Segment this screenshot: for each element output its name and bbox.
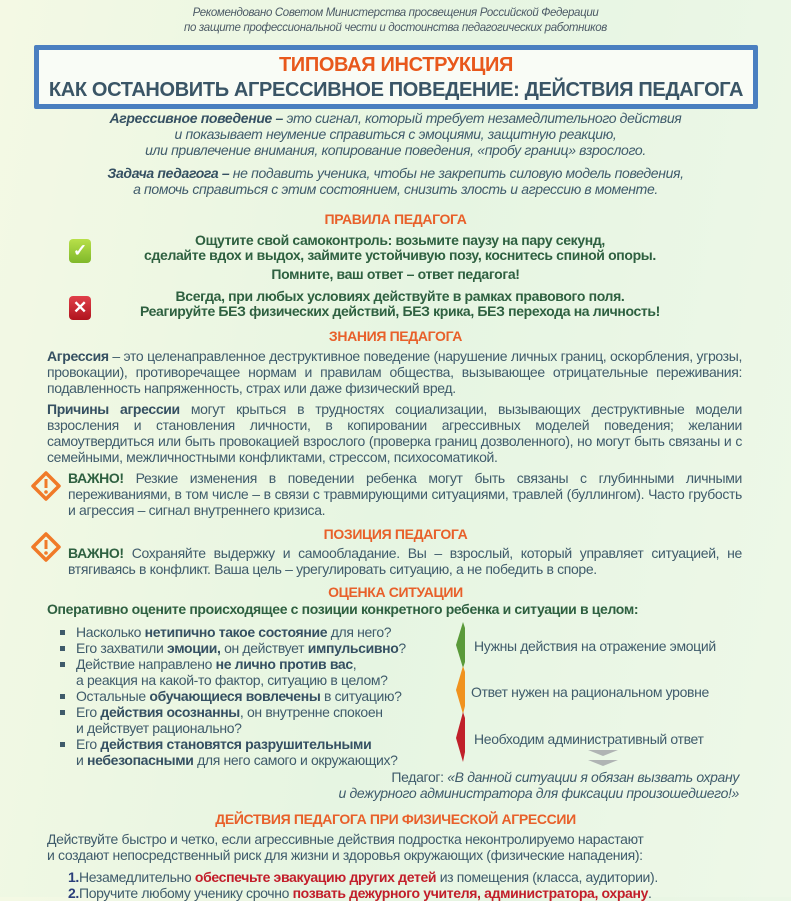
text: и показывает неумение справиться с эмоциями, защитную реакцию, bbox=[174, 126, 617, 142]
text: Реагируйте БЕЗ физических действий, БЕЗ крика, БЕЗ перехода на личность! bbox=[139, 303, 660, 319]
title-box bbox=[34, 45, 758, 109]
text: Незамедлительно bbox=[78, 869, 195, 885]
red-arrow-icon bbox=[456, 712, 465, 762]
term: Задача педагога – bbox=[107, 165, 230, 181]
page-title: КАК ОСТАНОВИТЬ АГРЕССИВНОЕ ПОВЕДЕНИЕ: ДЕЙСТВИЯ ПЕДАГОГА bbox=[48, 79, 744, 101]
text: Действие направлено bbox=[76, 656, 216, 672]
recommendation-line: по защите профессиональной чести и достоинства педагогических работников bbox=[184, 22, 607, 34]
assessment-item bbox=[52, 624, 452, 640]
rules-heading: ПРАВИЛА ПЕДАГОГА bbox=[324, 211, 467, 227]
response-rational: Ответ нужен на рациональном уровне bbox=[471, 684, 709, 700]
emphasis: не лично против вас bbox=[215, 656, 353, 672]
text: и создают непосредственный риск для жизни и здоровья окружающих (физические нападения): bbox=[47, 847, 643, 863]
text: для него? bbox=[327, 624, 392, 640]
step-number: 2. bbox=[68, 885, 79, 901]
rule-remember: Помните, ваш ответ – ответ педагога! bbox=[271, 266, 520, 282]
text: Сохраняйте выдержку и самообладание. Вы – взрослый, который управляет ситуацией, не втягиваясь в конфликт. Ваша цель – урегулировать ситуацию, а не победить в споре. bbox=[68, 545, 742, 577]
response-administrative: Необходим административный ответ bbox=[474, 731, 704, 747]
cross-icon: ✕ bbox=[69, 296, 91, 320]
text: Насколько bbox=[76, 624, 145, 640]
bullet-icon bbox=[60, 694, 65, 699]
step bbox=[68, 869, 658, 885]
quote-text: «В данной ситуации я обязан вызвать охрану bbox=[447, 769, 739, 785]
assessment-item bbox=[52, 736, 452, 768]
text: . bbox=[648, 885, 652, 901]
warning-icon bbox=[31, 532, 61, 562]
text: Его bbox=[76, 704, 101, 720]
term: Агрессия bbox=[47, 348, 109, 364]
important-label: ВАЖНО! bbox=[68, 545, 124, 561]
text: , а реакция на какой-то фактор, ситуацию в целом? bbox=[76, 656, 388, 688]
emphasis: действия становятся разрушительными bbox=[100, 736, 372, 752]
knowledge-important bbox=[68, 470, 742, 518]
text: или привлечение внимания, копирование поведения, «пробу границ» взрослого. bbox=[145, 142, 646, 158]
text: могут крыться в трудностях социализации, вызывающих деструктивные модели взросления и становления личности, в копировании агрессивных моделей поведения; желании самоутвердиться или быть провокацией взрослого (проверка границ дозволенного), но могут быть связаны и с семейными, межличностными конфликтами, стрессом, психосоматикой. bbox=[47, 401, 743, 465]
assessment-item bbox=[52, 704, 452, 736]
text: Его захватили bbox=[76, 640, 167, 656]
rule-dont bbox=[100, 289, 700, 319]
emphasis: действия осознанны bbox=[100, 704, 240, 720]
text: для него самого и окружающих? bbox=[193, 752, 398, 768]
teacher-quote bbox=[338, 769, 739, 801]
recommendation-line: Рекомендовано Советом Министерства просвещения Российской Федерации bbox=[192, 7, 599, 19]
assessment-lead: Оперативно оцените происходящее с позиции конкретного ребенка и ситуации в целом: bbox=[47, 601, 639, 617]
physical-heading: ДЕЙСТВИЯ ПЕДАГОГА ПРИ ФИЗИЧЕСКОЙ АГРЕССИИ bbox=[215, 811, 576, 827]
text: Его bbox=[76, 736, 101, 752]
recommendation-note bbox=[0, 6, 791, 36]
intro-task bbox=[0, 165, 791, 197]
quote-label: Педагог: bbox=[391, 769, 448, 785]
position-heading: ПОЗИЦИЯ ПЕДАГОГА bbox=[323, 526, 468, 542]
text: не подавить ученика, чтобы не закрепить силовую модель поведения, bbox=[229, 165, 684, 181]
green-arrow-icon bbox=[456, 622, 465, 668]
text: Всегда, при любых условиях действуйте в рамках правового поля. bbox=[175, 288, 625, 304]
knowledge-heading: ЗНАНИЯ ПЕДАГОГА bbox=[328, 328, 463, 344]
position-important bbox=[68, 545, 742, 577]
warning-icon bbox=[31, 471, 61, 501]
text: Остальные bbox=[76, 688, 150, 704]
emphasis: импульсивно bbox=[307, 640, 399, 656]
step bbox=[68, 885, 658, 901]
text: и bbox=[76, 752, 84, 768]
text: Поручите любому ученику срочно bbox=[78, 885, 293, 901]
text: , он внутренне спокоен и действует рационально? bbox=[76, 704, 383, 736]
bullet-icon bbox=[60, 646, 65, 651]
important-label: ВАЖНО! bbox=[68, 470, 124, 486]
assessment-item bbox=[52, 640, 452, 656]
aggression-definition bbox=[47, 348, 742, 396]
rule-do bbox=[100, 233, 700, 263]
text: а помочь справиться с этим состоянием, снизить злость и агрессию в моменте. bbox=[133, 181, 658, 197]
text: Действуйте быстро и четко, если агрессивные действия подростка неконтролируемо нарастают bbox=[47, 831, 644, 847]
emphasis: обеспечьте эвакуацию других детей bbox=[194, 869, 437, 885]
emphasis: нетипично такое состояние bbox=[144, 624, 328, 640]
assessment-item bbox=[52, 688, 452, 704]
assessment-item bbox=[52, 656, 452, 688]
text: из помещения (класса, аудитории). bbox=[436, 869, 658, 885]
assessment-list bbox=[52, 624, 452, 768]
emphasis: обучающиеся вовлечены bbox=[149, 688, 321, 704]
text: Резкие изменения в поведении ребенка могут быть связаны с глубинными личными переживаниями, в том числе – в связи с травмирующими ситуациями, травлей (буллингом). Часто грубость и агрессия – сигнал внутреннего кризиса. bbox=[68, 470, 742, 518]
term: Агрессивное поведение – bbox=[109, 110, 283, 126]
text: Ощутите свой самоконтроль: возьмите паузу на пару секунд, bbox=[195, 232, 605, 248]
severity-arrows bbox=[453, 622, 469, 772]
checkmark-icon: ✓ bbox=[69, 239, 91, 263]
bullet-icon bbox=[60, 630, 65, 635]
physical-lead bbox=[47, 831, 644, 863]
emphasis: эмоции, bbox=[167, 640, 221, 656]
text: ? bbox=[398, 640, 406, 656]
text: он действует bbox=[220, 640, 308, 656]
emphasis: небезопасными bbox=[87, 752, 194, 768]
intro-definition bbox=[0, 110, 791, 158]
term: Причины агрессии bbox=[47, 401, 180, 417]
bullet-icon bbox=[60, 742, 65, 747]
assessment-heading: ОЦЕНКА СИТУАЦИИ bbox=[328, 584, 463, 600]
response-emotional: Нужны действия на отражение эмоций bbox=[474, 638, 716, 654]
text: в ситуацию? bbox=[320, 688, 402, 704]
title-kicker: ТИПОВАЯ ИНСТРУКЦИЯ bbox=[278, 54, 514, 76]
bullet-icon bbox=[60, 710, 65, 715]
emphasis: позвать дежурного учителя, администратора, охрану bbox=[292, 885, 649, 901]
step-number: 1. bbox=[68, 869, 79, 885]
quote-text: и дежурного администратора для фиксации произошедшего!» bbox=[338, 785, 739, 801]
text: – это целенаправленное деструктивное поведение (нарушение личных границ, оскорбления, угрозы, провокации), противоречащее нормам и правилам общества, вызывающее отрицательные переживания: подавленность напряженность, страх или даже физический вред. bbox=[47, 348, 742, 396]
down-arrows-icon bbox=[588, 748, 618, 770]
text: сделайте вдох и выдох, займите устойчивую позу, коснитесь спиной опоры. bbox=[144, 247, 656, 263]
bullet-icon bbox=[60, 662, 65, 667]
physical-steps bbox=[68, 869, 658, 901]
orange-arrow-icon bbox=[456, 666, 465, 714]
text: это сигнал, который требует незамедлительного действия bbox=[282, 110, 682, 126]
aggression-causes bbox=[47, 401, 742, 465]
